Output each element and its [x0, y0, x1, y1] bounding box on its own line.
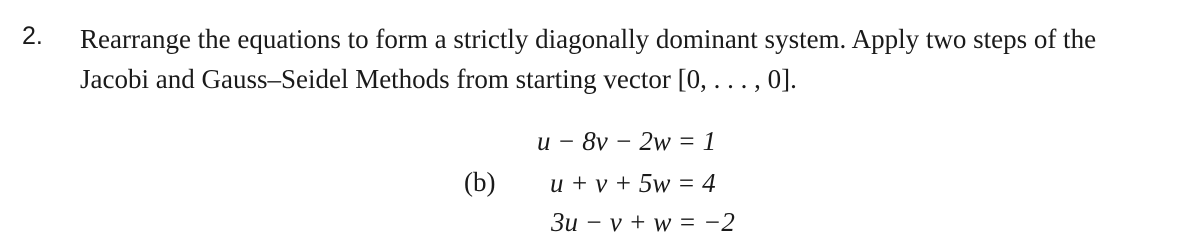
- equation-2: u + v + 5w = 4: [550, 168, 716, 198]
- problem-statement: [80, 19, 1170, 99]
- equation-1: u − 8v − 2w = 1: [537, 126, 717, 156]
- problem-text-line-1: Rearrange the equations to form a strictly diagonally dominant system. Apply two steps of the: [80, 24, 1097, 54]
- part-label: (b): [464, 167, 496, 197]
- problem-number: 2.: [22, 22, 43, 50]
- problem-text-line-2: Jacobi and Gauss–Seidel Methods from starting vector [0, . . . , 0].: [80, 64, 797, 94]
- equation-3: 3u − v + w = −2: [551, 207, 735, 237]
